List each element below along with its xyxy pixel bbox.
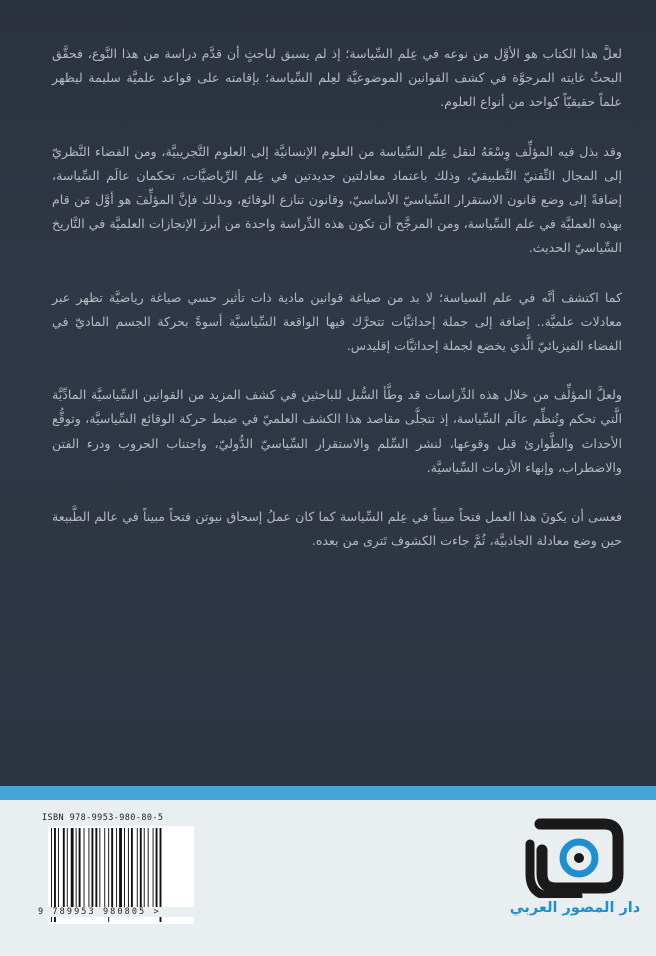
barcode-bar bbox=[63, 828, 65, 908]
barcode-bar bbox=[71, 828, 74, 908]
barcode-bar bbox=[76, 828, 77, 908]
blue-divider-stripe bbox=[0, 786, 656, 800]
barcode-bar bbox=[58, 828, 59, 908]
isbn-label: ISBN 978-9953-980-80-5 bbox=[42, 813, 164, 823]
barcode-bar bbox=[84, 828, 85, 908]
blurb-paragraph-2: وقد بذل فيه المؤلِّف وِسْعَهُ لنقل عِلم السِّياسة من العلوم الإنسانيَّة إلى العلوم التَّجريبيَّة، ومن الفضاء النَّظريّ إلى المجال التِّقنيّ التَّطبيقيّ، وذلك باعتماد معادلتين جديدتين في عِلم الرِّياضيَّات، تحكمان عالَم السِّياسة، إضافةً إلى وضع قانون الاستقرار السِّياسيّ الأساسيّ، وقانون تنازع الوقائع، وبذلك فإنَّ المؤلِّفَ هو أوَّل مَن قام بهذه العمليَّة في علم السِّياسة، ومن المرجَّح أن تكون هذه الدِّراسة واحدة من أبرز الإنجازات العلميَّة في التَّاريخ السِّياسيّ الحديث. bbox=[52, 143, 622, 256]
barcode-bar bbox=[99, 828, 100, 908]
blurb-paragraph-1: لعلَّ هذا الكتاب هو الأوَّل من نوعه في عِلم السِّياسة؛ إذ لم يسبق لباحثٍ أن قدَّم دراسة من هذا النَّوع، فحقَّق البحثُ غايته المرجوَّة في كشف القوانين الموضوعيَّة لعِلم السِّياسة؛ بإقامته على قواعد علميَّة سليمة ليظهر علماً حقيقيّاً كواحد من أنواع العلوم. bbox=[52, 46, 622, 110]
publisher-logo-icon bbox=[522, 816, 628, 898]
barcode-bar bbox=[156, 828, 158, 908]
barcode-bar bbox=[79, 828, 81, 908]
blurb-paragraph-5: فعسى أن يكونَ هذا العمل فتحاً مبيناً في عِلم السِّياسة كما كان عملُ إسحاق نيوتن فتحاً مبيناً في عالم الطَّبيعة حين وضع معادلة الجاذبيَّة، ثُمَّ جاءت الكشوف تَترى من بعده. bbox=[52, 509, 622, 549]
barcode-bar bbox=[148, 828, 149, 908]
barcode-bar bbox=[116, 828, 117, 908]
barcode-bar bbox=[67, 828, 68, 908]
barcode-bar bbox=[144, 828, 145, 908]
blurb-text bbox=[52, 42, 622, 578]
barcode-bar bbox=[104, 828, 105, 908]
barcode-digits: 9 789953 980805 > bbox=[38, 907, 213, 917]
barcode-bar bbox=[124, 828, 125, 908]
barcode-bar bbox=[88, 828, 89, 908]
publisher-name: دار المصور العربي bbox=[509, 900, 641, 916]
barcode-bar bbox=[95, 828, 97, 908]
blurb-paragraph-4: ولعلَّ المؤلِّف من خلال هذه الدِّراسات قد وطَّأ السُّبل للباحثين في كشف المزيد من القوانين السِّياسيَّة المادِّيَّة الَّتي تحكم وتُنظِّم عالَم السِّياسة، إذ تتجلَّى مقاصد هذا الكشف العلميّ في ضبط حركة الوقائع السِّياسيَّة، وتوقُّع الأحداث والطَّوارئ قبل وقوعها، لنشر السِّلم والاستقرار السِّياسيّ الدُّوليّ، واجتناب الحروب ودرء الفتن والاضطراب، وإنهاء الأزمات السِّياسيَّة. bbox=[52, 387, 622, 475]
barcode-bar bbox=[111, 828, 113, 908]
barcode-bar bbox=[137, 828, 138, 908]
blurb-paragraph-3: كما اكتشف أنَّه في علم السياسة؛ لا بد من صياغة قوانين مادية ذات تأثير حسي صياغة رياضيَّة تظهر عبر معادلات علميَّة.. إضافة إلى جملة إحداثيَّات تتحرَّك فيها الواقعة السِّياسيَّة أسوةً بحركة الجسم الماديّ في الفضاء الفيزيائيّ الَّذي يخضع لجملة إحداثيَّات إقليدس. bbox=[52, 289, 622, 354]
barcode-bar bbox=[131, 828, 133, 908]
barcode-bar bbox=[153, 828, 154, 908]
barcode-bar bbox=[91, 828, 93, 908]
barcode-bar bbox=[128, 828, 129, 908]
barcode-bar bbox=[140, 828, 142, 908]
barcode-bar bbox=[119, 828, 122, 908]
